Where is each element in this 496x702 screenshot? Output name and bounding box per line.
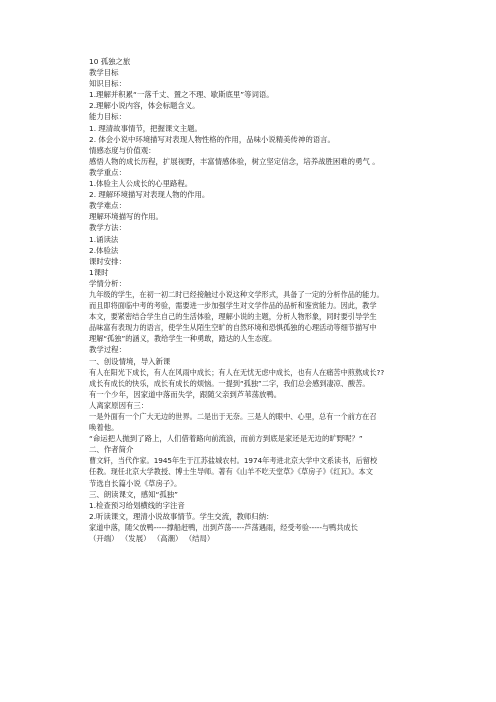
text-line: 人离家原因有三：: [89, 400, 149, 410]
text-line: 家道中落，随父放鸭-----撑船赶鸭，出到芦荡-----芦荡遇雨，经受考验-----与鸭共成长: [89, 522, 358, 532]
plot-stage-labels: （开端） （发展） （高潮） （结局）: [89, 534, 215, 544]
text-line: 2. 体会小说中环境描写对表现人物性格的作用，品味小说精美传神的语言。: [89, 134, 335, 144]
text-line: 理解“孤独”的涵义，教给学生一种勇敢，踏达的人生态度。: [89, 334, 277, 344]
text-line: 本文，要紧密结合学生自己的生活体验，理解小说的主题，分析人物形象，同时要引导学生: [89, 312, 377, 322]
text-line: 任教。现任北京大学教授、博士生导师。著有《山羊不吃天堂草》《草房子》《红瓦》。本文: [89, 467, 373, 477]
heading-attitude-values: 情感态度与价值观：: [89, 145, 156, 155]
heading-teaching-goals: 教学目标: [89, 68, 119, 78]
heading-process: 教学过程：: [89, 345, 126, 355]
text-line: 有一个少年，因家道中落而失学，跟随父亲到芦苇荡放鸭。: [89, 389, 282, 399]
text-line: 1.诵读法: [89, 234, 119, 244]
text-line: 感悟人物的成长历程，扩展视野，丰富情感体验，树立坚定信念，培养战胜困难的勇气 。: [89, 156, 380, 166]
text-line: 1. 理清故事情节，把握课文主题。: [89, 123, 202, 133]
heading-ability-goals: 能力目标：: [89, 112, 126, 122]
heading-methods: 教学方法：: [89, 223, 126, 233]
text-line: 1.检查预习给划横线的字注音: [89, 500, 185, 510]
text-line: 1课时: [89, 267, 109, 277]
text-line: 九年级的学生，在初一初二时已经接触过小说这种文学形式，具备了一定的分析作品的能力。: [89, 289, 384, 299]
text-line: 理解环境描写的作用。: [89, 212, 163, 222]
heading-key-points: 教学重点：: [89, 167, 126, 177]
heading-schedule: 课时安排：: [89, 256, 126, 266]
heading-difficulties: 教学难点：: [89, 201, 126, 211]
text-line: 1.体验主人公成长的心里路程。: [89, 179, 193, 189]
heading-knowledge-goals: 知识目标：: [89, 79, 126, 89]
text-line: 节选自长篇小说《草房子》。: [89, 478, 182, 488]
text-line: 2.理解小说内容，体会标题含义。: [89, 101, 200, 111]
text-line: 一是外面有一个广大无边的世界。二是出于无奈。三是人的眼中、心里，总有一个前方在召: [89, 412, 377, 421]
text-line: 而且即将面临中考的考验，需要进一步加强学生对文学作品的品析和鉴赏能力。因此，教学: [89, 301, 377, 311]
lesson-title: 10 孤独之旅: [89, 57, 131, 66]
text-line: 2. 理解环境描写对表现人物的作用。: [89, 190, 210, 200]
text-line: 品味富有表现力的语言，使学生从陌生空旷的自然环境和恐惧孤独的心理活动等细节描写中: [89, 323, 377, 333]
heading-student-analysis: 学情分析：: [89, 278, 126, 288]
text-line: 1.理解并积累“一落千丈、置之不理、歇斯底里”等词语。: [89, 90, 274, 100]
section-heading: 三、朗读课文，感知“孤独”: [89, 489, 178, 499]
section-heading: 二、作者简介: [89, 445, 134, 455]
text-line: 唤着他。: [89, 423, 119, 433]
text-line: 有人在阳光下成长，有人在风雨中成长；有人在无忧无虑中成长，也有人在痛苦中煎熬成长??: [89, 367, 385, 377]
text-line: 成长有成长的快乐，成长有成长的烦恼。一提到“孤独”二字，我们总会感到凄凉、酸苦。: [89, 378, 370, 388]
text-line: 2.听读课文，理清小说故事情节。学生交流，教师归纳：: [89, 511, 274, 521]
quote-line: “命运把人抛到了路上，人们借着路向前流浪，而前方到底是家还是无边的旷野呢？”: [89, 434, 363, 444]
text-line: 2.体验法: [89, 245, 119, 255]
section-heading: 一、创设情境，导入新课: [89, 356, 171, 366]
text-line: 曹文轩，当代作家。1945年生于江苏盐城农村。1974年考进北京大学中文系读书，后留校: [89, 456, 378, 466]
